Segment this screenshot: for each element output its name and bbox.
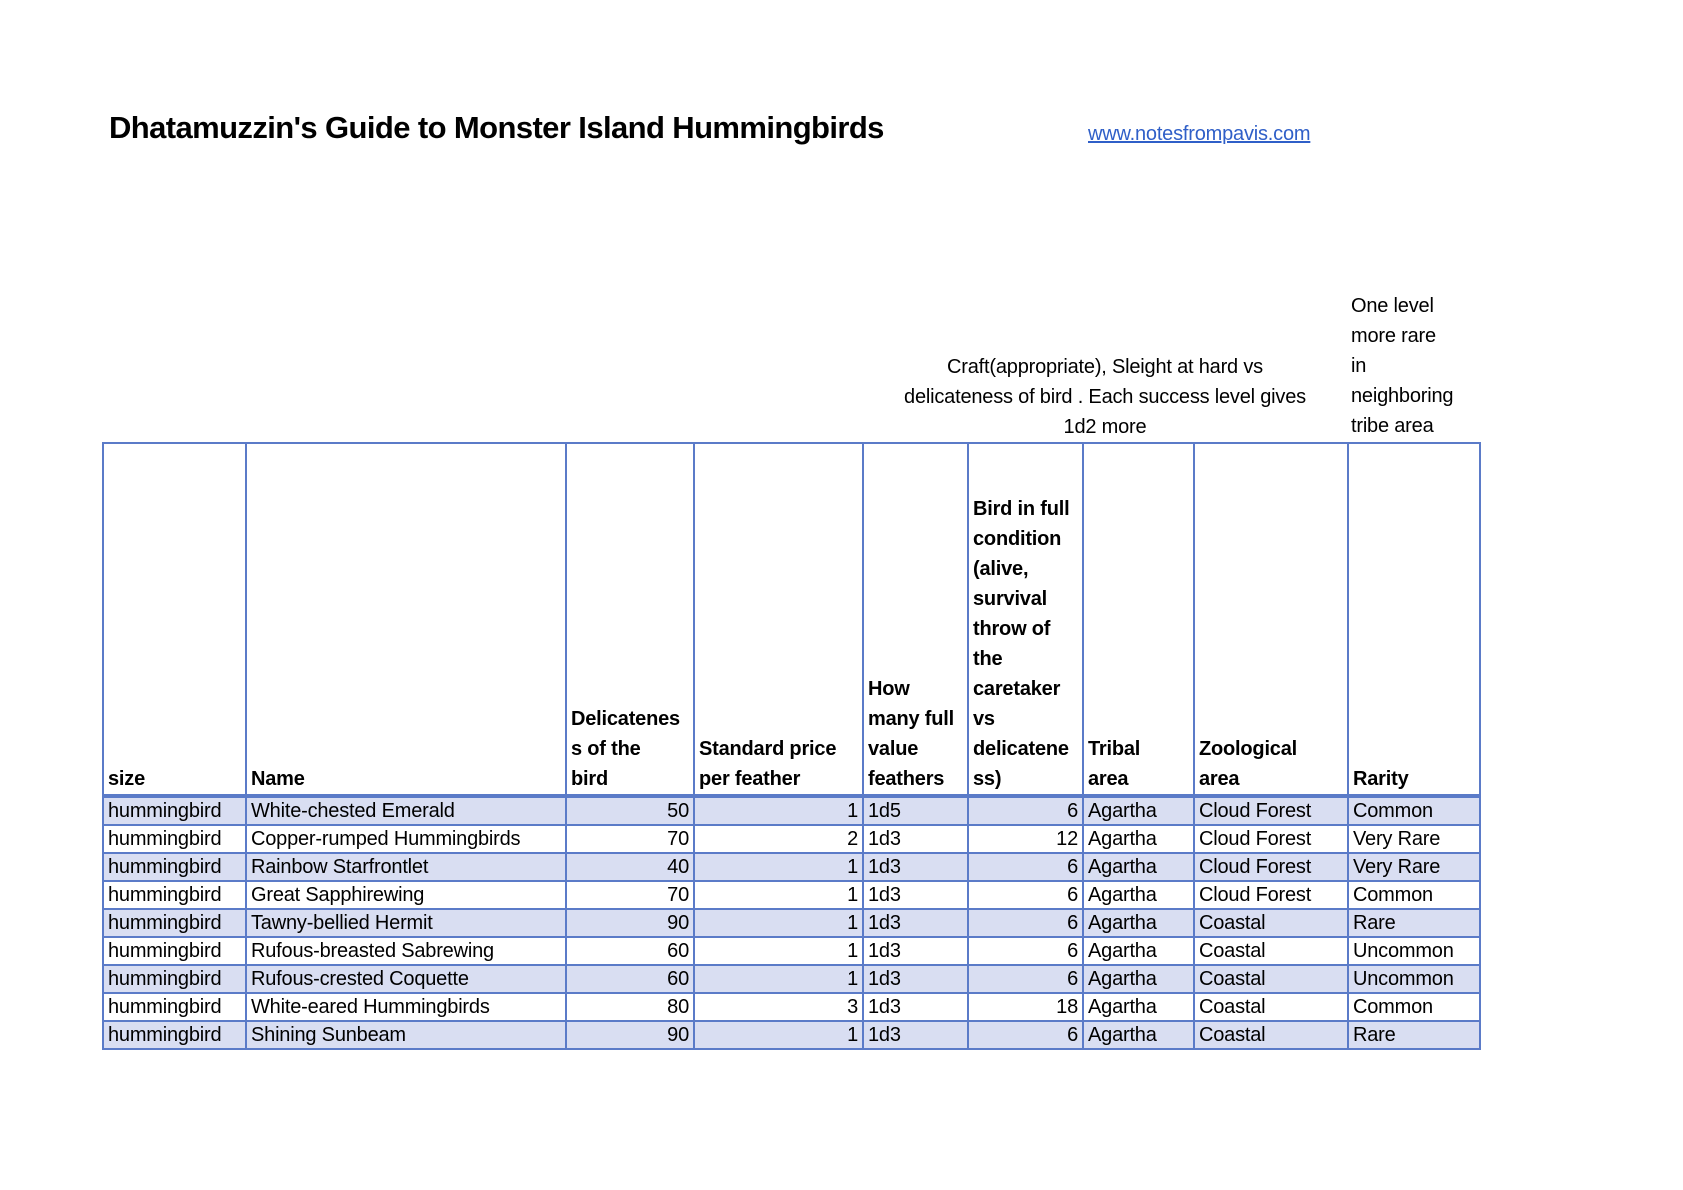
cell-price[interactable]: 1: [694, 881, 863, 909]
header-text-line: feathers: [868, 768, 945, 790]
cell-rarity[interactable]: Very Rare: [1348, 825, 1480, 853]
header-text-line: area: [1088, 768, 1129, 790]
cell-price[interactable]: 1: [694, 1021, 863, 1049]
header-text-line: ss): [973, 768, 1002, 790]
column-header-zoological-area[interactable]: [1194, 443, 1348, 796]
header-text-line: Tribal: [1088, 738, 1141, 760]
cell-size[interactable]: hummingbird: [103, 937, 246, 965]
cell-size[interactable]: hummingbird: [103, 825, 246, 853]
cell-feathers[interactable]: 1d3: [863, 825, 968, 853]
cell-tribal-area[interactable]: Agartha: [1083, 881, 1194, 909]
cell-zoological-area[interactable]: Cloud Forest: [1194, 853, 1348, 881]
table-row: [103, 993, 1480, 1021]
cell-rarity[interactable]: Very Rare: [1348, 853, 1480, 881]
cell-zoological-area[interactable]: Coastal: [1194, 993, 1348, 1021]
cell-tribal-area[interactable]: Agartha: [1083, 796, 1194, 825]
header-text-line: vs: [973, 708, 995, 730]
cell-price[interactable]: 1: [694, 796, 863, 825]
cell-tribal-area[interactable]: Agartha: [1083, 1021, 1194, 1049]
cell-size[interactable]: hummingbird: [103, 993, 246, 1021]
header-text-line: per feather: [699, 768, 801, 790]
cell-tribal-area[interactable]: Agartha: [1083, 965, 1194, 993]
rarity-note: [1351, 291, 1481, 441]
cell-zoological-area[interactable]: Coastal: [1194, 965, 1348, 993]
header-text-line: delicatene: [973, 738, 1069, 760]
cell-full-condition[interactable]: 12: [968, 825, 1083, 853]
table-row: [103, 825, 1480, 853]
cell-tribal-area[interactable]: Agartha: [1083, 853, 1194, 881]
cell-zoological-area[interactable]: Cloud Forest: [1194, 881, 1348, 909]
header-text-line: s of the: [571, 738, 641, 760]
cell-rarity[interactable]: Uncommon: [1348, 965, 1480, 993]
cell-name[interactable]: Rainbow Starfrontlet: [246, 853, 566, 881]
cell-rarity[interactable]: Common: [1348, 796, 1480, 825]
cell-zoological-area[interactable]: Cloud Forest: [1194, 796, 1348, 825]
cell-delicateness[interactable]: 60: [566, 937, 694, 965]
header-text-line: bird: [571, 768, 608, 790]
cell-size[interactable]: hummingbird: [103, 853, 246, 881]
header-text-line: area: [1199, 768, 1240, 790]
cell-full-condition[interactable]: 18: [968, 993, 1083, 1021]
craft-note-line: delicateness of bird . Each success level gives: [904, 386, 1306, 408]
cell-delicateness[interactable]: 90: [566, 1021, 694, 1049]
hummingbird-table: [102, 442, 1481, 1050]
rarity-note-line: One level: [1351, 295, 1434, 317]
cell-feathers[interactable]: 1d3: [863, 881, 968, 909]
cell-tribal-area[interactable]: Agartha: [1083, 993, 1194, 1021]
craft-note-line: 1d2 more: [1063, 416, 1147, 438]
cell-full-condition[interactable]: 6: [968, 909, 1083, 937]
rarity-note-line: more rare: [1351, 325, 1436, 347]
column-header-full-condition[interactable]: [968, 443, 1083, 796]
cell-feathers[interactable]: 1d3: [863, 937, 968, 965]
header-text-line: How: [868, 678, 910, 700]
cell-price[interactable]: 2: [694, 825, 863, 853]
cell-price[interactable]: 1: [694, 965, 863, 993]
cell-zoological-area[interactable]: Coastal: [1194, 1021, 1348, 1049]
cell-feathers[interactable]: 1d3: [863, 1021, 968, 1049]
header-row: [103, 443, 1480, 796]
cell-size[interactable]: hummingbird: [103, 965, 246, 993]
cell-rarity[interactable]: Rare: [1348, 909, 1480, 937]
cell-size[interactable]: hummingbird: [103, 881, 246, 909]
table-row: [103, 881, 1480, 909]
header-text-line: the: [973, 648, 1003, 670]
cell-feathers[interactable]: 1d5: [863, 796, 968, 825]
rarity-note-line: neighboring: [1351, 385, 1454, 407]
cell-feathers[interactable]: 1d3: [863, 909, 968, 937]
header-text-line: caretaker: [973, 678, 1061, 700]
cell-full-condition[interactable]: 6: [968, 1021, 1083, 1049]
cell-feathers[interactable]: 1d3: [863, 965, 968, 993]
header-text-line: Zoological: [1199, 738, 1298, 760]
cell-price[interactable]: 1: [694, 853, 863, 881]
cell-rarity[interactable]: Common: [1348, 881, 1480, 909]
cell-delicateness[interactable]: 70: [566, 881, 694, 909]
column-header-price[interactable]: [694, 443, 863, 796]
column-header-delicateness[interactable]: [566, 443, 694, 796]
cell-zoological-area[interactable]: Cloud Forest: [1194, 825, 1348, 853]
header-text-line: many full: [868, 708, 954, 730]
cell-name[interactable]: Tawny-bellied Hermit: [246, 909, 566, 937]
cell-name[interactable]: Rufous-crested Coquette: [246, 965, 566, 993]
cell-feathers[interactable]: 1d3: [863, 993, 968, 1021]
rarity-note-line: in: [1351, 355, 1367, 377]
column-header-feathers[interactable]: [863, 443, 968, 796]
column-header-tribal-area[interactable]: [1083, 443, 1194, 796]
table-body: [103, 796, 1480, 1049]
cell-rarity[interactable]: Uncommon: [1348, 937, 1480, 965]
header-text-line: survival: [973, 588, 1048, 610]
table-row: [103, 909, 1480, 937]
rarity-note-line: tribe area: [1351, 415, 1434, 437]
cell-tribal-area[interactable]: Agartha: [1083, 937, 1194, 965]
cell-zoological-area[interactable]: Coastal: [1194, 909, 1348, 937]
cell-delicateness[interactable]: 60: [566, 965, 694, 993]
craft-note-line: Craft(appropriate), Sleight at hard vs: [947, 356, 1263, 378]
cell-delicateness[interactable]: 90: [566, 909, 694, 937]
cell-size[interactable]: hummingbird: [103, 1021, 246, 1049]
cell-name[interactable]: Rufous-breasted Sabrewing: [246, 937, 566, 965]
cell-tribal-area[interactable]: Agartha: [1083, 825, 1194, 853]
cell-rarity[interactable]: Common: [1348, 993, 1480, 1021]
cell-full-condition[interactable]: 6: [968, 881, 1083, 909]
header-text-line: Delicatenes: [571, 708, 680, 730]
header-text-line: (alive,: [973, 558, 1029, 580]
header-text-line: Standard price: [699, 738, 837, 760]
cell-delicateness[interactable]: 50: [566, 796, 694, 825]
header-text-line: size: [108, 768, 146, 790]
craft-note: [870, 352, 1340, 442]
column-header-rarity[interactable]: [1348, 443, 1480, 796]
cell-full-condition[interactable]: 6: [968, 853, 1083, 881]
cell-size[interactable]: hummingbird: [103, 796, 246, 825]
page-title: Dhatamuzzin's Guide to Monster Island Hummingbirds: [109, 110, 884, 145]
cell-full-condition[interactable]: 6: [968, 965, 1083, 993]
header-text-line: throw of: [973, 618, 1051, 640]
cell-price[interactable]: 1: [694, 909, 863, 937]
header-text-line: Name: [251, 768, 305, 790]
cell-delicateness[interactable]: 80: [566, 993, 694, 1021]
header-text-line: Rarity: [1353, 768, 1409, 790]
cell-tribal-area[interactable]: Agartha: [1083, 909, 1194, 937]
table-row: [103, 937, 1480, 965]
header-text-line: condition: [973, 528, 1062, 550]
table-row: [103, 796, 1480, 825]
cell-name[interactable]: White-chested Emerald: [246, 796, 566, 825]
header-text-line: Bird in full: [973, 498, 1070, 520]
cell-feathers[interactable]: 1d3: [863, 853, 968, 881]
cell-name[interactable]: White-eared Hummingbirds: [246, 993, 566, 1021]
website-link[interactable]: www.notesfrompavis.com: [1088, 123, 1311, 145]
cell-name[interactable]: Great Sapphirewing: [246, 881, 566, 909]
cell-zoological-area[interactable]: Coastal: [1194, 937, 1348, 965]
cell-price[interactable]: 1: [694, 937, 863, 965]
cell-name[interactable]: Shining Sunbeam: [246, 1021, 566, 1049]
table-row: [103, 853, 1480, 881]
cell-name[interactable]: Copper-rumped Hummingbirds: [246, 825, 566, 853]
cell-price[interactable]: 3: [694, 993, 863, 1021]
table-row: [103, 1021, 1480, 1049]
cell-size[interactable]: hummingbird: [103, 909, 246, 937]
cell-delicateness[interactable]: 40: [566, 853, 694, 881]
column-header-name[interactable]: [246, 443, 566, 796]
table-row: [103, 965, 1480, 993]
header-text-line: value: [868, 738, 919, 760]
cell-full-condition[interactable]: 6: [968, 796, 1083, 825]
cell-full-condition[interactable]: 6: [968, 937, 1083, 965]
cell-delicateness[interactable]: 70: [566, 825, 694, 853]
cell-rarity[interactable]: Rare: [1348, 1021, 1480, 1049]
column-header-size[interactable]: [103, 443, 246, 796]
